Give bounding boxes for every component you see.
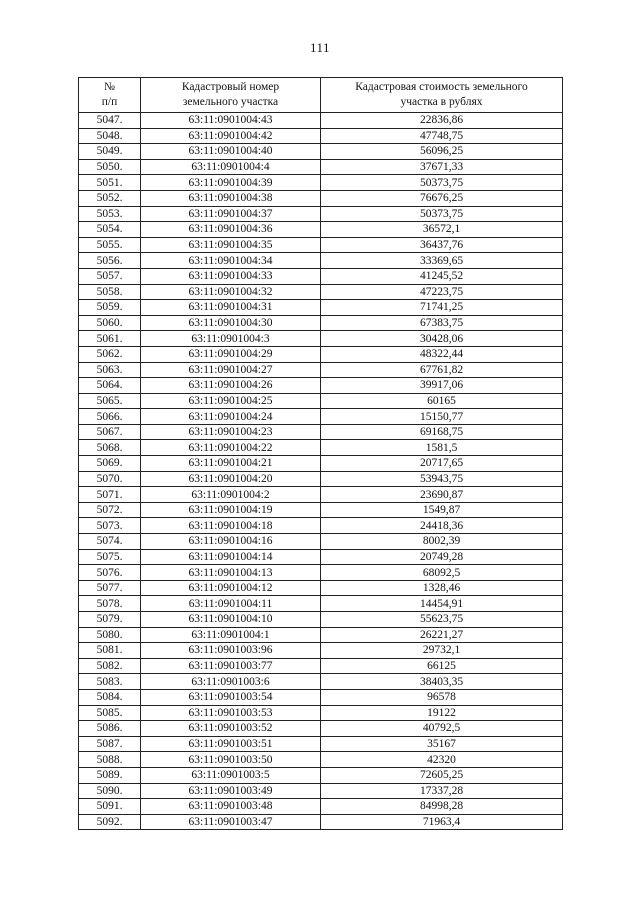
cadastral-value-cell: 22836,86	[321, 113, 563, 129]
table-row	[79, 471, 563, 487]
cadastral-value-cell: 67761,82	[321, 362, 563, 378]
row-number-cell: 5061.	[79, 331, 141, 347]
table-row	[79, 362, 563, 378]
header-row	[79, 78, 563, 113]
cadastral-number-cell: 63:11:0901004:31	[141, 300, 321, 316]
cadastral-value-cell: 72605,25	[321, 767, 563, 783]
row-number-cell: 5079.	[79, 612, 141, 628]
cadastral-number-cell: 63:11:0901004:40	[141, 144, 321, 160]
table-row	[79, 159, 563, 175]
cadastral-value-cell: 30428,06	[321, 331, 563, 347]
cadastral-number-cell: 63:11:0901004:38	[141, 190, 321, 206]
cadastral-number-cell: 63:11:0901004:25	[141, 393, 321, 409]
row-number-cell: 5090.	[79, 783, 141, 799]
cadastral-number-cell: 63:11:0901004:29	[141, 346, 321, 362]
table-row	[79, 565, 563, 581]
cadastral-value-cell: 36572,1	[321, 222, 563, 238]
table-row	[79, 580, 563, 596]
cadastral-number-cell: 63:11:0901004:3	[141, 331, 321, 347]
table-row	[79, 783, 563, 799]
cadastral-number-cell: 63:11:0901004:4	[141, 159, 321, 175]
table-row	[79, 144, 563, 160]
table-row	[79, 674, 563, 690]
cadastral-number-cell: 63:11:0901004:11	[141, 596, 321, 612]
row-number-cell: 5058.	[79, 284, 141, 300]
cadastral-number-cell: 63:11:0901004:2	[141, 487, 321, 503]
cadastral-value-cell: 48322,44	[321, 346, 563, 362]
cadastral-number-cell: 63:11:0901004:20	[141, 471, 321, 487]
cadastral-value-cell: 39917,06	[321, 378, 563, 394]
cadastral-value-cell: 40792,5	[321, 721, 563, 737]
row-number-cell: 5048.	[79, 128, 141, 144]
table-row	[79, 612, 563, 628]
cadastral-value-cell: 1549,87	[321, 502, 563, 518]
cadastral-number-cell: 63:11:0901004:24	[141, 409, 321, 425]
row-number-cell: 5092.	[79, 814, 141, 830]
row-number-cell: 5070.	[79, 471, 141, 487]
cadastral-number-cell: 63:11:0901003:50	[141, 752, 321, 768]
row-number-cell: 5071.	[79, 487, 141, 503]
cadastral-value-cell: 71741,25	[321, 300, 563, 316]
row-number-cell: 5063.	[79, 362, 141, 378]
cadastral-value-cell: 20749,28	[321, 549, 563, 565]
table-row	[79, 331, 563, 347]
row-number-cell: 5080.	[79, 627, 141, 643]
row-number-cell: 5054.	[79, 222, 141, 238]
row-number-cell: 5051.	[79, 175, 141, 191]
cadastral-number-cell: 63:11:0901004:13	[141, 565, 321, 581]
cadastral-number-cell: 63:11:0901003:53	[141, 705, 321, 721]
cadastral-number-cell: 63:11:0901004:10	[141, 612, 321, 628]
table-row	[79, 736, 563, 752]
cadastral-value-cell: 38403,35	[321, 674, 563, 690]
row-number-cell: 5076.	[79, 565, 141, 581]
table-row	[79, 440, 563, 456]
row-number-cell: 5055.	[79, 237, 141, 253]
cadastral-number-cell: 63:11:0901004:43	[141, 113, 321, 129]
cadastral-value-cell: 33369,65	[321, 253, 563, 269]
header-cadastral-value-column	[321, 78, 563, 113]
table-row	[79, 799, 563, 815]
cadastral-number-cell: 63:11:0901004:30	[141, 315, 321, 331]
cadastral-number-cell: 63:11:0901003:47	[141, 814, 321, 830]
cadastral-value-cell: 15150,77	[321, 409, 563, 425]
cadastral-number-cell: 63:11:0901003:49	[141, 783, 321, 799]
header-number-line-1: №	[104, 81, 115, 93]
cadastral-number-cell: 63:11:0901004:19	[141, 502, 321, 518]
cadastral-number-cell: 63:11:0901003:52	[141, 721, 321, 737]
table-row	[79, 237, 563, 253]
row-number-cell: 5069.	[79, 456, 141, 472]
cadastral-value-cell: 71963,4	[321, 814, 563, 830]
row-number-cell: 5068.	[79, 440, 141, 456]
cadastral-number-cell: 63:11:0901004:18	[141, 518, 321, 534]
cadastral-value-cell: 8002,39	[321, 534, 563, 550]
row-number-cell: 5082.	[79, 658, 141, 674]
cadastral-value-cell: 66125	[321, 658, 563, 674]
row-number-cell: 5088.	[79, 752, 141, 768]
cadastral-number-cell: 63:11:0901004:23	[141, 424, 321, 440]
cadastral-value-cell: 35167	[321, 736, 563, 752]
header-cadastral-number-column	[141, 78, 321, 113]
cadastral-number-cell: 63:11:0901004:1	[141, 627, 321, 643]
table-row	[79, 596, 563, 612]
table-row	[79, 502, 563, 518]
row-number-cell: 5081.	[79, 643, 141, 659]
cadastral-value-cell: 67383,75	[321, 315, 563, 331]
cadastral-value-cell: 20717,65	[321, 456, 563, 472]
table-row	[79, 378, 563, 394]
row-number-cell: 5083.	[79, 674, 141, 690]
header-number-line-2: п/п	[101, 96, 118, 108]
cadastral-value-cell: 68092,5	[321, 565, 563, 581]
cadastral-value-cell: 55623,75	[321, 612, 563, 628]
table-header	[79, 78, 563, 113]
cadastral-number-cell: 63:11:0901004:16	[141, 534, 321, 550]
row-number-cell: 5050.	[79, 159, 141, 175]
row-number-cell: 5067.	[79, 424, 141, 440]
table-body	[79, 113, 563, 830]
cadastral-number-cell: 63:11:0901003:96	[141, 643, 321, 659]
row-number-cell: 5052.	[79, 190, 141, 206]
row-number-cell: 5075.	[79, 549, 141, 565]
header-cadastral-number-line-2: земельного участка	[182, 96, 279, 108]
table-row	[79, 175, 563, 191]
row-number-cell: 5057.	[79, 268, 141, 284]
cadastral-number-cell: 63:11:0901004:35	[141, 237, 321, 253]
row-number-cell: 5056.	[79, 253, 141, 269]
row-number-cell: 5087.	[79, 736, 141, 752]
table-row	[79, 487, 563, 503]
cadastral-value-cell: 42320	[321, 752, 563, 768]
cadastral-number-cell: 63:11:0901004:33	[141, 268, 321, 284]
cadastral-number-cell: 63:11:0901004:36	[141, 222, 321, 238]
table-row	[79, 549, 563, 565]
cadastral-value-cell: 56096,25	[321, 144, 563, 160]
header-number-column	[79, 78, 141, 113]
header-cadastral-value-line-2: участка в рублях	[400, 96, 483, 108]
cadastral-value-cell: 69168,75	[321, 424, 563, 440]
cadastral-number-cell: 63:11:0901004:22	[141, 440, 321, 456]
table-row	[79, 534, 563, 550]
page-number: 111	[309, 40, 331, 55]
table-row	[79, 424, 563, 440]
table-row	[79, 284, 563, 300]
cadastral-value-cell: 19122	[321, 705, 563, 721]
row-number-cell: 5049.	[79, 144, 141, 160]
cadastral-value-cell: 50373,75	[321, 206, 563, 222]
cadastral-number-cell: 63:11:0901004:12	[141, 580, 321, 596]
table-row	[79, 128, 563, 144]
cadastral-value-cell: 41245,52	[321, 268, 563, 284]
cadastral-value-cell: 29732,1	[321, 643, 563, 659]
row-number-cell: 5074.	[79, 534, 141, 550]
table-row	[79, 206, 563, 222]
cadastral-value-cell: 96578	[321, 689, 563, 705]
cadastral-number-cell: 63:11:0901003:5	[141, 767, 321, 783]
cadastral-value-cell: 76676,25	[321, 190, 563, 206]
cadastral-value-cell: 17337,28	[321, 783, 563, 799]
row-number-cell: 5073.	[79, 518, 141, 534]
row-number-cell: 5084.	[79, 689, 141, 705]
row-number-cell: 5077.	[79, 580, 141, 596]
row-number-cell: 5062.	[79, 346, 141, 362]
cadastral-number-cell: 63:11:0901003:51	[141, 736, 321, 752]
cadastral-number-cell: 63:11:0901004:21	[141, 456, 321, 472]
table-row	[79, 300, 563, 316]
table-row	[79, 658, 563, 674]
table-row	[79, 222, 563, 238]
table-row	[79, 268, 563, 284]
row-number-cell: 5053.	[79, 206, 141, 222]
row-number-cell: 5089.	[79, 767, 141, 783]
cadastral-number-cell: 63:11:0901003:54	[141, 689, 321, 705]
row-number-cell: 5059.	[79, 300, 141, 316]
cadastral-value-cell: 37671,33	[321, 159, 563, 175]
cadastral-number-cell: 63:11:0901004:34	[141, 253, 321, 269]
cadastral-number-cell: 63:11:0901004:37	[141, 206, 321, 222]
row-number-cell: 5047.	[79, 113, 141, 129]
cadastral-number-cell: 63:11:0901004:39	[141, 175, 321, 191]
row-number-cell: 5086.	[79, 721, 141, 737]
cadastral-value-cell: 36437,76	[321, 237, 563, 253]
row-number-cell: 5060.	[79, 315, 141, 331]
cadastral-number-cell: 63:11:0901004:14	[141, 549, 321, 565]
row-number-cell: 5065.	[79, 393, 141, 409]
table-row	[79, 752, 563, 768]
cadastral-number-cell: 63:11:0901004:32	[141, 284, 321, 300]
cadastral-number-cell: 63:11:0901003:48	[141, 799, 321, 815]
table-row	[79, 518, 563, 534]
header-cadastral-number-line-1: Кадастровый номер	[181, 81, 280, 93]
cadastral-number-cell: 63:11:0901003:6	[141, 674, 321, 690]
table-row	[79, 315, 563, 331]
cadastral-number-cell: 63:11:0901004:27	[141, 362, 321, 378]
table-row	[79, 689, 563, 705]
cadastral-value-table	[78, 77, 563, 830]
row-number-cell: 5091.	[79, 799, 141, 815]
table-row	[79, 393, 563, 409]
header-cadastral-value-line-1: Кадастровая стоимость земельного	[355, 81, 528, 93]
cadastral-value-cell: 47748,75	[321, 128, 563, 144]
table-row	[79, 705, 563, 721]
row-number-cell: 5066.	[79, 409, 141, 425]
row-number-cell: 5085.	[79, 705, 141, 721]
cadastral-value-cell: 47223,75	[321, 284, 563, 300]
cadastral-number-cell: 63:11:0901004:26	[141, 378, 321, 394]
table-row	[79, 190, 563, 206]
table-row	[79, 627, 563, 643]
cadastral-value-cell: 23690,87	[321, 487, 563, 503]
table-row	[79, 113, 563, 129]
table-row	[79, 456, 563, 472]
table-row	[79, 721, 563, 737]
cadastral-value-cell: 1328,46	[321, 580, 563, 596]
row-number-cell: 5078.	[79, 596, 141, 612]
cadastral-value-cell: 1581,5	[321, 440, 563, 456]
cadastral-number-cell: 63:11:0901003:77	[141, 658, 321, 674]
table-row	[79, 253, 563, 269]
cadastral-value-cell: 53943,75	[321, 471, 563, 487]
cadastral-value-cell: 26221,27	[321, 627, 563, 643]
cadastral-value-cell: 84998,28	[321, 799, 563, 815]
table-row	[79, 814, 563, 830]
table-row	[79, 409, 563, 425]
table-row	[79, 643, 563, 659]
table-row	[79, 346, 563, 362]
cadastral-value-cell: 50373,75	[321, 175, 563, 191]
cadastral-number-cell: 63:11:0901004:42	[141, 128, 321, 144]
row-number-cell: 5072.	[79, 502, 141, 518]
table-row	[79, 767, 563, 783]
cadastral-value-cell: 60165	[321, 393, 563, 409]
cadastral-value-cell: 14454,91	[321, 596, 563, 612]
row-number-cell: 5064.	[79, 378, 141, 394]
cadastral-value-cell: 24418,36	[321, 518, 563, 534]
